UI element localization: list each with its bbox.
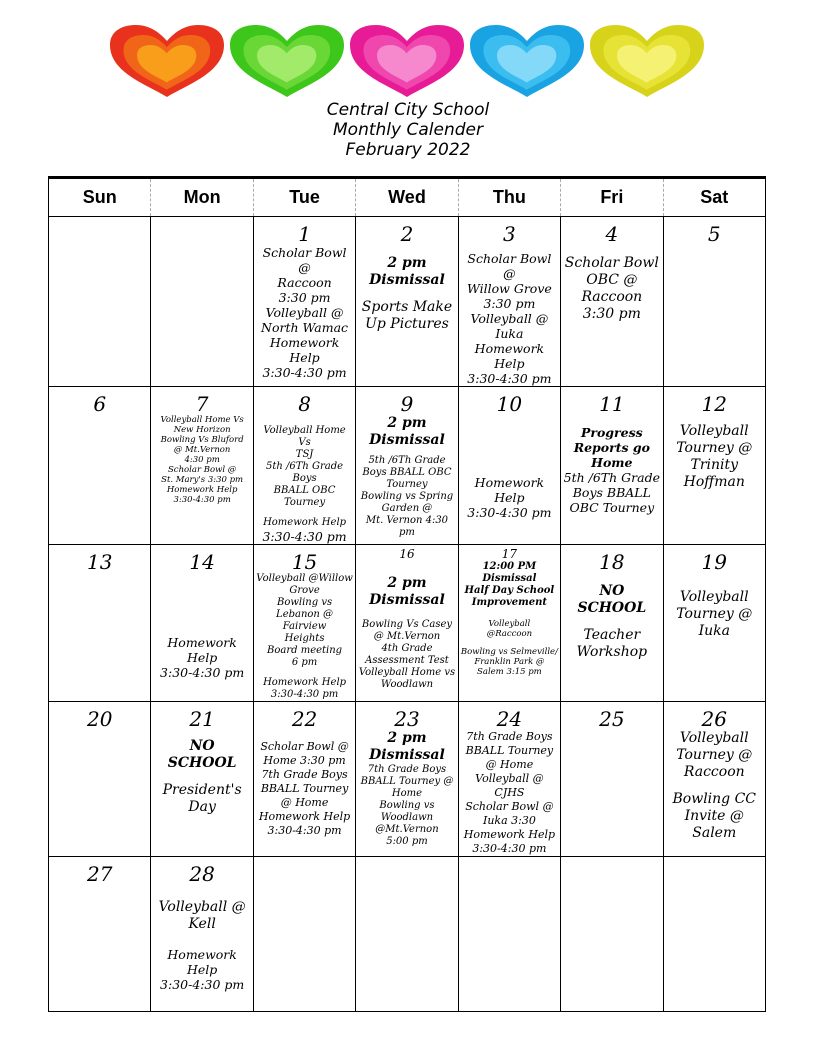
event-line: Progress <box>580 425 643 440</box>
event-line: Sports Make <box>361 299 453 315</box>
event-line: Iuka 3:30 <box>482 814 536 827</box>
event-line: Volleyball @Willow <box>256 573 353 584</box>
event-line: Tourney @ <box>676 606 753 622</box>
day-cell-empty <box>356 857 458 1012</box>
event-line: Volleyball Home Vs <box>263 425 346 448</box>
event-line: 3:30 pm <box>483 296 536 311</box>
event-line: Bowling Vs Casey <box>361 619 453 630</box>
day-cell-20 <box>49 702 151 857</box>
event-line: Home <box>591 455 633 470</box>
event-line: Grove <box>289 585 320 596</box>
day-cell-27 <box>49 857 151 1012</box>
event-line: Homework Help <box>474 341 545 371</box>
dismissal-time: 2 pm <box>387 575 427 591</box>
day-number: 17 <box>501 547 518 561</box>
day-cell-16 <box>356 545 458 702</box>
day-cell-empty <box>663 857 765 1012</box>
event-line: Tourney @ <box>676 440 753 456</box>
event-line: Boys BBALL <box>572 485 651 500</box>
day-number: 15 <box>291 550 318 574</box>
event-line: 4th Grade <box>381 643 433 654</box>
heart-orange <box>110 25 224 97</box>
event-line: Bowling vs <box>379 800 435 811</box>
holiday-label: President's <box>162 782 242 798</box>
day-cell-empty <box>561 857 663 1012</box>
weekday-header-row <box>49 178 766 217</box>
day-cell-18 <box>561 545 663 702</box>
event-line: Heights <box>284 633 325 644</box>
event-line: Volleyball <box>679 423 749 439</box>
dismissal-label: Dismissal <box>369 592 445 608</box>
day-cell-14 <box>151 545 253 702</box>
event-line: 3:30-4:30 pm <box>262 529 347 544</box>
heart-green <box>230 25 344 97</box>
event-line: Volleyball @ <box>470 311 549 326</box>
day-cell-12 <box>663 387 765 545</box>
weekday-sat: Sat <box>663 178 765 217</box>
dismissal-label: Dismissal <box>482 573 537 584</box>
day-cell-28 <box>151 857 253 1012</box>
event-line: Tourney <box>283 497 326 508</box>
day-cell-10 <box>458 387 560 545</box>
day-cell-4 <box>561 217 663 387</box>
event-line: TSJ <box>295 449 314 460</box>
day-cell-3 <box>458 217 560 387</box>
event-line: @ Home <box>280 796 329 809</box>
event-line: 3:30-4:30 pm <box>270 689 339 700</box>
day-number: 20 <box>86 707 113 731</box>
event-line: Boys BBALL OBC <box>362 467 452 478</box>
page-title <box>0 100 816 160</box>
week-row <box>49 545 766 702</box>
day-cell-empty <box>49 217 151 387</box>
event-line: 3:30-4:30 pm <box>472 842 547 855</box>
event-line: Salem 3:15 pm <box>477 667 542 677</box>
weekday-sun: Sun <box>49 178 151 217</box>
event-line: 7th Grade Boys <box>466 730 553 743</box>
event-line: Homework Help <box>258 810 351 823</box>
dismissal-time: 2 pm <box>387 415 427 431</box>
event-line: Board meeting <box>267 645 343 656</box>
event-line: Tourney @ <box>676 747 753 763</box>
event-line: Homework Help <box>463 828 556 841</box>
day-cell-13 <box>49 545 151 702</box>
day-cell-1 <box>253 217 355 387</box>
day-number: 16 <box>399 547 415 561</box>
dismissal-label: Dismissal <box>369 272 445 288</box>
day-number: 18 <box>599 550 625 574</box>
event-line: @Mt.Vernon <box>375 824 439 835</box>
day-cell-15 <box>253 545 355 702</box>
event-line: 3:30-4:30 pm <box>267 824 342 837</box>
calendar-grid <box>48 176 766 1012</box>
day-cell-24 <box>458 702 560 857</box>
event-line: OBC @ <box>586 272 638 288</box>
weekday-mon: Mon <box>151 178 253 217</box>
event-line: Bowling vs <box>276 597 333 608</box>
day-number: 23 <box>394 707 420 731</box>
calendar-label: Monthly Calender <box>333 120 483 140</box>
event-line: Home 3:30 pm <box>263 754 346 767</box>
dismissal-time: 2 pm <box>387 255 427 271</box>
day-number: 7 <box>195 392 209 416</box>
event-line: 3:30-4:30 pm <box>467 371 552 386</box>
event-line: BBALL OBC <box>273 485 336 496</box>
event-line: BBALL Tourney @ <box>360 776 454 787</box>
month-label: February 2022 <box>345 140 471 160</box>
event-line: Improvement <box>471 597 547 608</box>
heart-yellow <box>590 25 704 97</box>
event-line: Workshop <box>576 644 648 660</box>
event-line: Volleyball <box>679 589 749 605</box>
event-line: 5:00 pm <box>386 836 428 847</box>
event-line: Garden @ <box>381 503 433 514</box>
event-line: Woodlawn <box>380 679 434 690</box>
event-line: Bowling CC <box>672 791 757 807</box>
event-line: 4:30 pm <box>184 455 220 465</box>
event-line: @ Mt.Vernon <box>373 631 441 642</box>
event-line: Scholar Bowl @ <box>167 465 237 475</box>
event-line: Iuka <box>698 623 730 639</box>
event-line: 3:30 pm <box>582 306 641 322</box>
event-line: Home <box>391 788 423 799</box>
event-line: Salem <box>692 825 737 841</box>
day-cell-empty <box>151 217 253 387</box>
event-line: Woodlawn <box>380 812 434 823</box>
event-line: CJHS <box>494 786 525 799</box>
day-cell-9 <box>356 387 458 545</box>
no-school-label: NO <box>189 738 215 754</box>
week-row <box>49 857 766 1012</box>
weekday-fri: Fri <box>561 178 663 217</box>
event-line: Raccoon <box>277 275 332 290</box>
day-cell-5 <box>663 217 765 387</box>
event-line: Teacher <box>583 627 641 643</box>
event-line: 7th Grade Boys <box>367 764 447 775</box>
event-line: North Wamac <box>261 320 349 335</box>
day-number: 21 <box>189 707 215 731</box>
event-line: Reports go <box>573 440 650 455</box>
day-cell-19 <box>663 545 765 702</box>
event-line: BBALL Tourney <box>260 782 349 795</box>
event-line: 7th Grade Boys <box>261 768 348 781</box>
dismissal-label: Dismissal <box>369 432 445 448</box>
dismissal-label: Dismissal <box>369 747 445 763</box>
event-line: Volleyball Home Vs <box>160 415 244 425</box>
event-line: 3:30-4:30 pm <box>160 977 245 992</box>
event-line: Scholar Bowl @ <box>262 245 347 275</box>
holiday-label: Day <box>188 799 216 815</box>
event-line: Bowling vs Selmeville/ <box>460 647 558 657</box>
weekday-tue: Tue <box>253 178 355 217</box>
day-number: 22 <box>291 707 318 731</box>
hearts-banner <box>108 24 708 98</box>
event-line: Mt. Vernon 4:30 pm <box>365 515 449 538</box>
heart-blue <box>470 25 584 97</box>
event-line: Scholar Bowl @ <box>467 251 552 281</box>
day-number: 25 <box>599 707 625 731</box>
week-row <box>49 387 766 545</box>
event-line: 5th /6Th Grade <box>368 455 446 466</box>
event-line: Half Day School <box>464 585 555 596</box>
day-cell-empty <box>253 857 355 1012</box>
day-cell-23 <box>356 702 458 857</box>
event-line: Raccoon <box>683 764 745 780</box>
day-number: 13 <box>86 550 113 574</box>
event-line: Volleyball <box>679 730 749 746</box>
event-line: 5th /6Th Grade Boys <box>266 461 344 484</box>
day-number: 24 <box>496 707 523 731</box>
event-line: Volleyball @ <box>158 899 246 915</box>
day-cell-21 <box>151 702 253 857</box>
event-line: Up Pictures <box>365 316 449 332</box>
day-number: 14 <box>189 550 215 574</box>
day-cell-26 <box>663 702 765 857</box>
event-line: Bowling vs Spring <box>360 491 454 502</box>
event-line: @Raccoon <box>486 629 533 639</box>
dismissal-time: 12:00 PM <box>482 561 537 572</box>
event-line: 5th /6Th Grade <box>563 470 660 485</box>
event-line: Homework Help <box>166 485 238 495</box>
event-line: Scholar Bowl @ <box>260 740 349 753</box>
event-line: 6 pm <box>291 657 318 668</box>
day-number: 4 <box>605 222 619 246</box>
day-number: 2 <box>400 222 414 246</box>
day-number: 28 <box>189 862 215 886</box>
weekday-wed: Wed <box>356 178 458 217</box>
event-line: Tourney <box>386 479 428 490</box>
dismissal-time: 2 pm <box>387 730 427 746</box>
event-line: 3:30 pm <box>278 290 331 305</box>
event-line: Lebanon @ Fairview <box>276 609 334 632</box>
event-line: Raccoon <box>581 289 643 305</box>
day-number: 27 <box>86 862 113 886</box>
day-cell-25 <box>561 702 663 857</box>
event-line: @ Home <box>485 758 534 771</box>
day-cell-11 <box>561 387 663 545</box>
day-number: 12 <box>701 392 727 416</box>
event-line: Assessment Test <box>365 655 449 666</box>
event-line: Kell <box>188 916 216 932</box>
day-cell-22 <box>253 702 355 857</box>
day-number: 26 <box>701 707 727 731</box>
event-line: BBALL Tourney <box>465 744 554 757</box>
event-line: Invite @ <box>684 808 744 824</box>
event-line: Franklin Park @ <box>474 657 545 667</box>
event-line: Trinity <box>690 457 739 473</box>
event-line: New Horizon <box>173 425 231 435</box>
day-number: 8 <box>298 392 311 416</box>
event-line: 3:30-4:30 pm <box>262 365 347 380</box>
event-line: Homework Help <box>263 517 347 528</box>
event-line: Homework Help <box>263 677 347 688</box>
day-number: 3 <box>503 222 516 246</box>
no-school-label: NO <box>599 583 625 599</box>
event-line: Hoffman <box>683 474 745 490</box>
event-line: Homework Help <box>167 635 237 665</box>
event-line: Volleyball Home vs <box>358 667 456 678</box>
event-line: Scholar Bowl <box>564 255 659 271</box>
day-cell-17 <box>458 545 560 702</box>
day-number: 6 <box>93 392 107 416</box>
day-number: 10 <box>496 392 523 416</box>
event-line: 3:30-4:30 pm <box>467 505 552 520</box>
day-number: 9 <box>400 392 414 416</box>
day-cell-2 <box>356 217 458 387</box>
event-line: OBC Tourney <box>569 500 655 515</box>
event-line: 3:30-4:30 pm <box>173 495 231 505</box>
no-school-label: SCHOOL <box>577 600 647 616</box>
day-number: 19 <box>701 550 727 574</box>
event-line: @ Mt.Vernon <box>173 445 231 455</box>
day-cell-7 <box>151 387 253 545</box>
week-row <box>49 702 766 857</box>
event-line: St. Mary's 3:30 pm <box>161 475 244 485</box>
event-line: Homework Help <box>474 475 545 505</box>
event-line: Iuka <box>495 326 524 341</box>
weekday-thu: Thu <box>458 178 560 217</box>
event-line: Volleyball @ <box>475 772 544 785</box>
event-line: Bowling Vs Bluford <box>160 435 244 445</box>
event-line: Scholar Bowl @ <box>465 800 554 813</box>
day-number: 1 <box>298 222 311 246</box>
event-line: Volleyball <box>488 619 531 629</box>
day-cell-empty <box>458 857 560 1012</box>
day-number: 11 <box>599 392 625 416</box>
event-line: Homework Help <box>269 335 340 365</box>
day-cell-6 <box>49 387 151 545</box>
event-line: Willow Grove <box>467 281 552 296</box>
week-row <box>49 217 766 387</box>
event-line: Volleyball @ <box>265 305 344 320</box>
event-line: Homework Help <box>167 947 237 977</box>
event-line: 3:30-4:30 pm <box>160 665 245 680</box>
school-name: Central City School <box>326 100 490 120</box>
day-cell-8 <box>253 387 355 545</box>
day-number: 5 <box>707 222 721 246</box>
no-school-label: SCHOOL <box>167 755 237 771</box>
heart-pink <box>350 25 464 97</box>
